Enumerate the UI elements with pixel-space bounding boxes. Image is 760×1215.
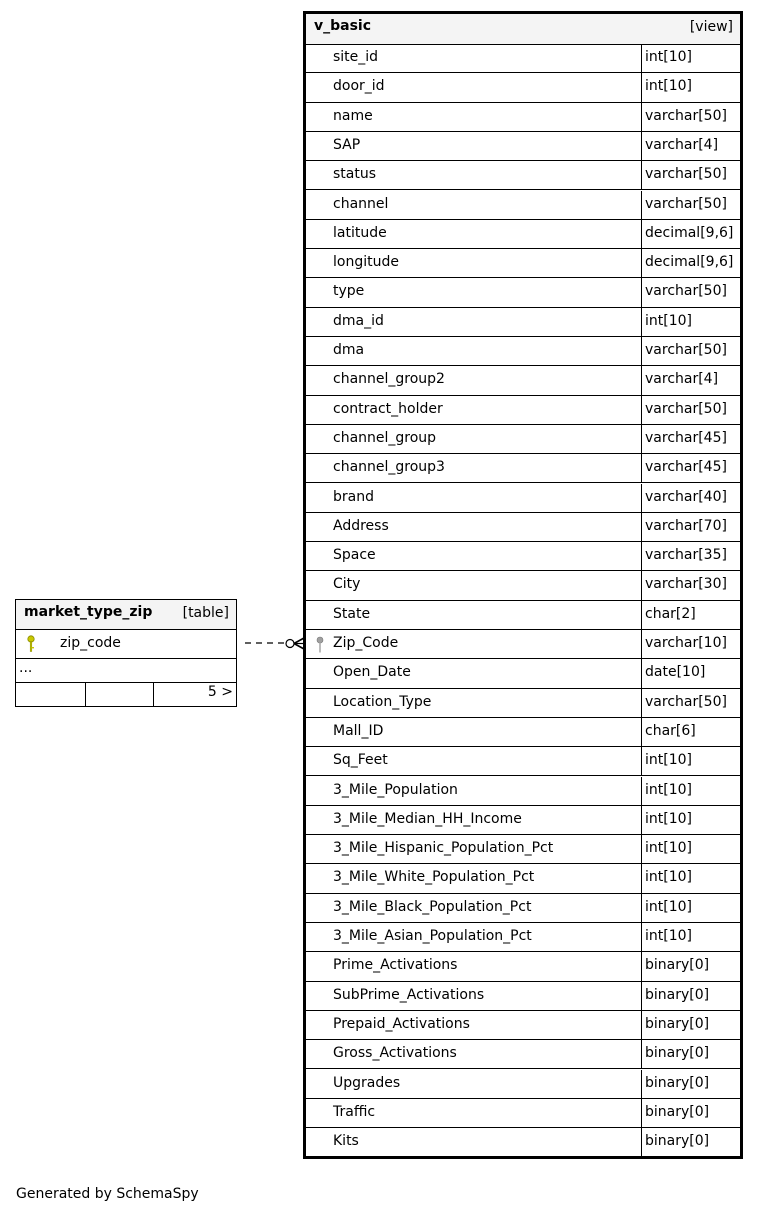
- column-type: varchar[35]: [645, 547, 727, 564]
- column-name: channel: [333, 195, 389, 212]
- column-name: Open_Date: [333, 664, 411, 681]
- column-name: Upgrades: [333, 1074, 401, 1091]
- column-type: decimal[9,6]: [645, 224, 734, 241]
- column-name: dma: [333, 342, 365, 358]
- column-name: City: [333, 576, 361, 593]
- column-type: int[10]: [645, 810, 692, 827]
- column-type: int[10]: [645, 752, 692, 769]
- column-type: int[10]: [645, 781, 692, 798]
- column-type: varchar[50]: [645, 342, 727, 358]
- column-type: binary[0]: [645, 957, 710, 974]
- column-name: Location_Type: [333, 693, 432, 710]
- column-name: Prepaid_Activations: [333, 1015, 470, 1032]
- column-name: Prime_Activations: [333, 957, 458, 974]
- view-kind: [view]: [689, 19, 733, 35]
- column-name: site_id: [333, 49, 379, 65]
- column-type: varchar[45]: [645, 459, 727, 476]
- column-name: Zip_Code: [333, 635, 399, 651]
- children-count: 5 >: [207, 684, 233, 700]
- column-type: varchar[45]: [645, 429, 727, 446]
- column-type: varchar[50]: [645, 400, 727, 417]
- column-type: binary[0]: [645, 986, 710, 1003]
- column-name: 3_Mile_Black_Population_Pct: [333, 898, 532, 915]
- column-name: channel_group2: [333, 371, 445, 388]
- column-type: int[10]: [645, 898, 692, 915]
- column-type: date[10]: [645, 664, 706, 681]
- column-type: varchar[4]: [645, 371, 719, 388]
- column-name: channel_group3: [333, 459, 445, 476]
- column-name: status: [333, 166, 377, 183]
- table-name: market_type_zip: [24, 604, 153, 620]
- column-type: int[10]: [645, 869, 692, 886]
- footer-generated-by: Generated by SchemaSpy: [16, 1186, 199, 1202]
- column-name: Traffic: [333, 1103, 376, 1120]
- column-name: contract_holder: [333, 400, 443, 417]
- column-type: varchar[10]: [645, 635, 727, 651]
- column-name: brand: [333, 488, 374, 505]
- column-name: Gross_Activations: [333, 1045, 457, 1062]
- column-type: decimal[9,6]: [645, 254, 734, 271]
- more-columns-ellipsis: ...: [19, 660, 33, 676]
- column-name: 3_Mile_Population: [333, 781, 458, 798]
- column-name: channel_group: [333, 429, 437, 446]
- column-name: State: [333, 605, 371, 622]
- column-type: varchar[50]: [645, 195, 727, 212]
- column-name: SAP: [333, 136, 361, 153]
- column-type: int[10]: [645, 840, 692, 857]
- column-type: int[10]: [645, 312, 692, 329]
- column-name: Address: [333, 517, 389, 534]
- column-type: varchar[70]: [645, 517, 727, 534]
- table-kind: [table]: [182, 605, 229, 621]
- column-type: binary[0]: [645, 1103, 710, 1120]
- column-type: char[6]: [645, 722, 696, 739]
- column-name: latitude: [333, 224, 387, 241]
- column-type: binary[0]: [645, 1074, 710, 1091]
- column-name: 3_Mile_Median_HH_Income: [333, 810, 522, 827]
- column-type: int[10]: [645, 78, 692, 95]
- column-type: char[2]: [645, 605, 696, 622]
- column-type: binary[0]: [645, 1015, 710, 1032]
- column-type: varchar[50]: [645, 693, 727, 710]
- column-name: Kits: [333, 1133, 359, 1150]
- column-name: Mall_ID: [333, 722, 384, 739]
- column-name: dma_id: [333, 312, 384, 329]
- column-name: name: [333, 107, 373, 124]
- column-name: type: [333, 283, 365, 300]
- column-type: int[10]: [645, 928, 692, 944]
- column-type: varchar[50]: [645, 283, 727, 300]
- column-type: int[10]: [645, 49, 692, 65]
- column-type: varchar[50]: [645, 166, 727, 183]
- column-name: zip_code: [60, 635, 121, 651]
- column-name: 3_Mile_White_Population_Pct: [333, 869, 535, 886]
- column-type: varchar[4]: [645, 136, 719, 153]
- column-name: 3_Mile_Asian_Population_Pct: [333, 928, 532, 944]
- column-name: longitude: [333, 254, 399, 271]
- column-name: 3_Mile_Hispanic_Population_Pct: [333, 840, 554, 857]
- column-type: binary[0]: [645, 1133, 710, 1150]
- column-type: varchar[40]: [645, 488, 727, 505]
- column-name: SubPrime_Activations: [333, 986, 485, 1003]
- column-type: varchar[30]: [645, 576, 727, 593]
- column-name: door_id: [333, 78, 385, 95]
- column-name: Space: [333, 547, 376, 564]
- column-type: varchar[50]: [645, 107, 727, 124]
- view-name: v_basic: [314, 18, 372, 34]
- column-type: binary[0]: [645, 1045, 710, 1062]
- column-name: Sq_Feet: [333, 752, 388, 769]
